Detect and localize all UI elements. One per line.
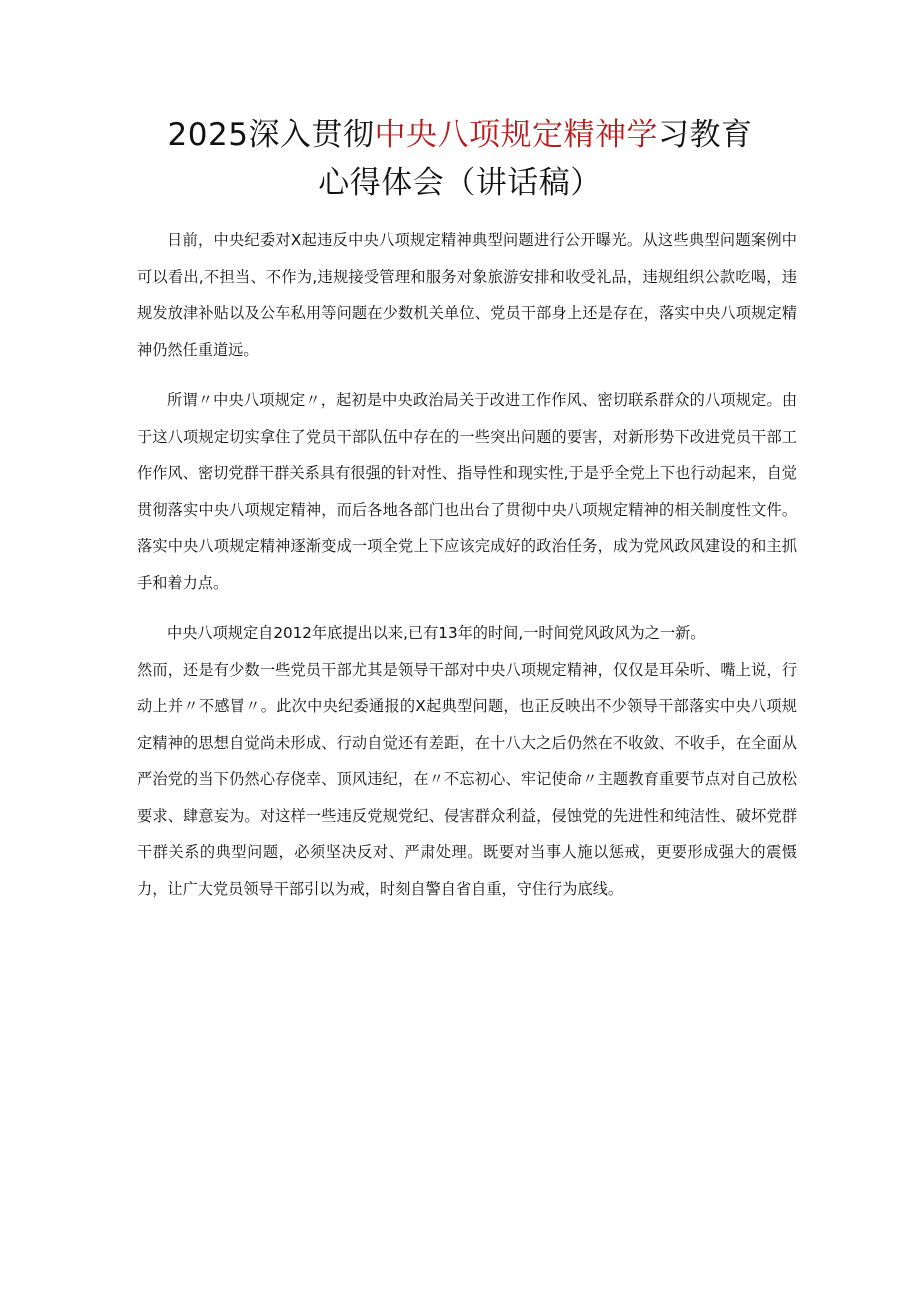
title-segment-1: 2025深入贯彻 — [167, 117, 375, 153]
document-title-line-2: 心得体会（讲话稿） — [318, 165, 602, 201]
title-segment-3: 习教育 — [657, 117, 753, 153]
document-body — [137, 222, 797, 907]
paragraph-2: 所谓〃中央八项规定〃，起初是中央政治局关于改进工作作风、密切联系群众的八项规定。由于这八项规定切实拿住了党员干部队伍中存在的一些突出问题的要害，对新形势下改进党员干部工作作风、密切党群干群关系具有很强的针对性、指导性和现实性,于是乎全党上下也行动起来，自觉贯彻落实中央八项规定精神，而后各地各部门也出台了贯彻中央八项规定精神的相关制度性文件。落实中央八项规定精神逐渐变成一项全党上下应该完成好的政治任务，成为党风政风建设的和主抓手和着力点。 — [137, 391, 797, 592]
title-segment-highlight: 中央八项规定精神学 — [374, 117, 658, 153]
paragraph-4: 然而，还是有少数一些党员干部尤其是领导干部对中央八项规定精神，仅仅是耳朵听、嘴上说，行动上并〃不感冒〃。此次中央纪委通报的X起典型问题，也正反映出不少领导干部落实中央八项规定精神的思想自觉尚未形成、行动自觉还有差距，在十八大之后仍然在不收敛、不收手，在全面从严治党的当下仍然心存侥幸、顶风违纪，在〃不忘初心、牢记使命〃主题教育重要节点对自己放松要求、肆意妄为。对这样一些违反党规党纪、侵害群众利益，侵蚀党的先进性和纯洁性、破坏党群干群关系的典型问题，必须坚决反对、严肃处理。既要对当事人施以惩戒，更要形成强大的震慑力，让广大党员领导干部引以为戒，时刻自警自省自重，守住行为底线。 — [137, 660, 797, 898]
document-title-line-1 — [120, 110, 800, 160]
paragraph-3: 中央八项规定自2012年底提出以来,已有13年的时间,一时间党风政风为之一新。 — [167, 624, 706, 642]
paragraph-1: 日前，中央纪委对X起违反中央八项规定精神典型问题进行公开曝光。从这些典型问题案例中可以看出,不担当、不作为,违规接受管理和服务对象旅游安排和收受礼品，违规组织公款吃喝，违规发放津补贴以及公车私用等问题在少数机关单位、党员干部身上还是存在，落实中央八项规定精神仍然任重道远。 — [137, 231, 797, 359]
